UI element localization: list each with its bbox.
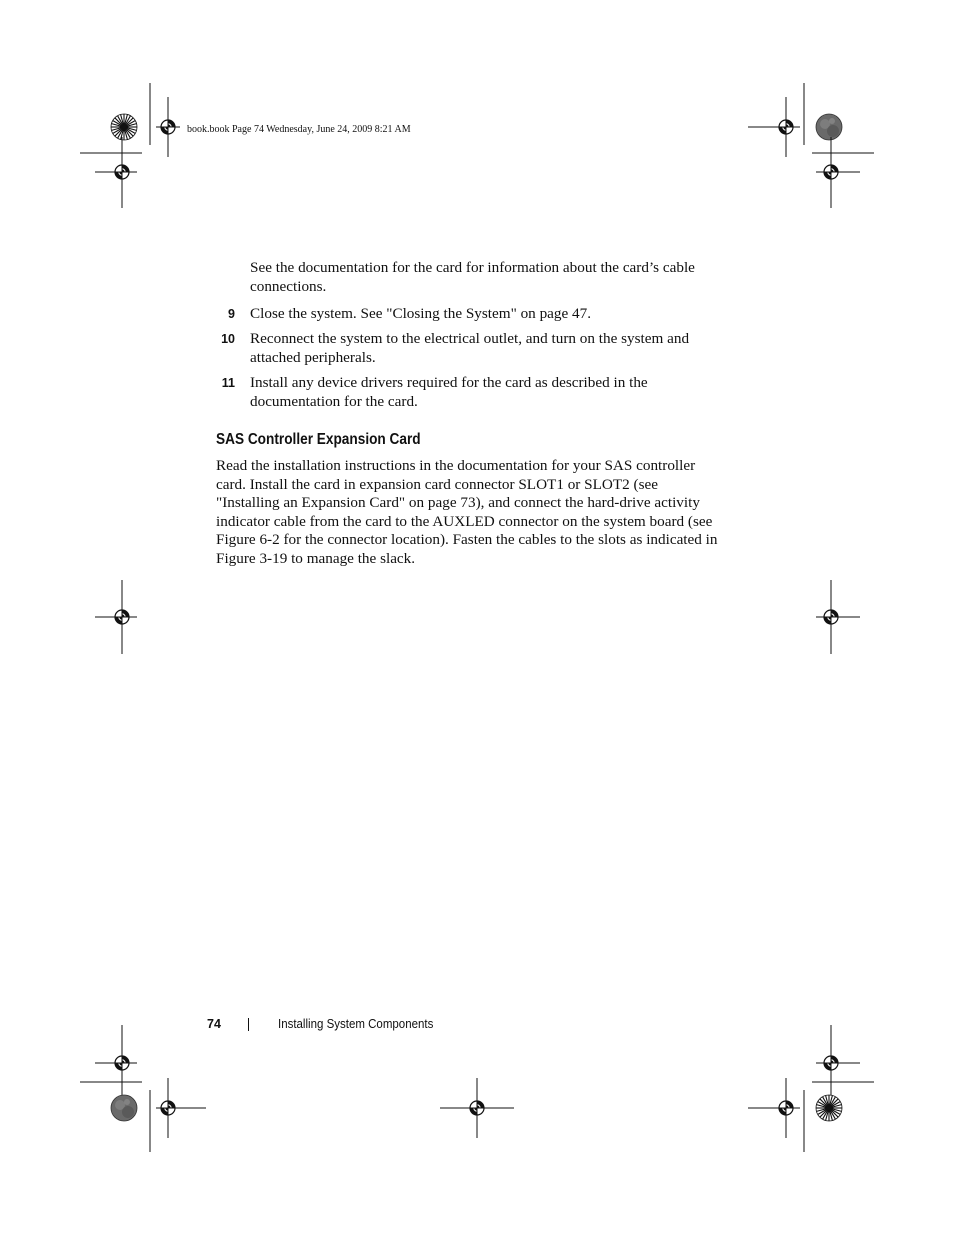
footer-divider <box>248 1018 249 1031</box>
starburst-target-icon <box>816 1095 842 1121</box>
page-number: 74 <box>207 1017 221 1031</box>
step-number: 10 <box>221 332 235 346</box>
section-heading: SAS Controller Expansion Card <box>216 431 421 448</box>
gray-density-patch-icon <box>111 1095 137 1121</box>
step-text: Close the system. See "Closing the System" on page 47. <box>250 305 592 322</box>
section-body: Read the installation instructions in the documentation for your SAS controller card. Install the card in expansion card connector SLOT1 or SLOT2 (see "Installing an Expansion Card" on page 73), and connect the hard-drive activity indicator cable from the card to the AUXLED connector on the system board (see Figure 6-2 for the connector location). Fasten the cables to the slots as indicated in Figure 3-19 to manage the slack. <box>216 457 718 567</box>
chapter-title: Installing System Components <box>278 1017 434 1031</box>
step-number: 9 <box>228 307 235 321</box>
step-text: Reconnect the system to the electrical outlet, and turn on the system and attached peripherals. <box>250 330 690 366</box>
step-number: 11 <box>221 376 235 390</box>
gray-density-patch-icon <box>816 114 842 140</box>
intro-paragraph: See the documentation for the card for information about the card’s cable connections. <box>250 259 695 295</box>
step-text: Install any device drivers required for the card as described in the documentation for the card. <box>250 374 648 410</box>
slug-line: book.book Page 74 Wednesday, June 24, 2009 8:21 AM <box>187 124 411 135</box>
starburst-target-icon <box>111 114 137 140</box>
